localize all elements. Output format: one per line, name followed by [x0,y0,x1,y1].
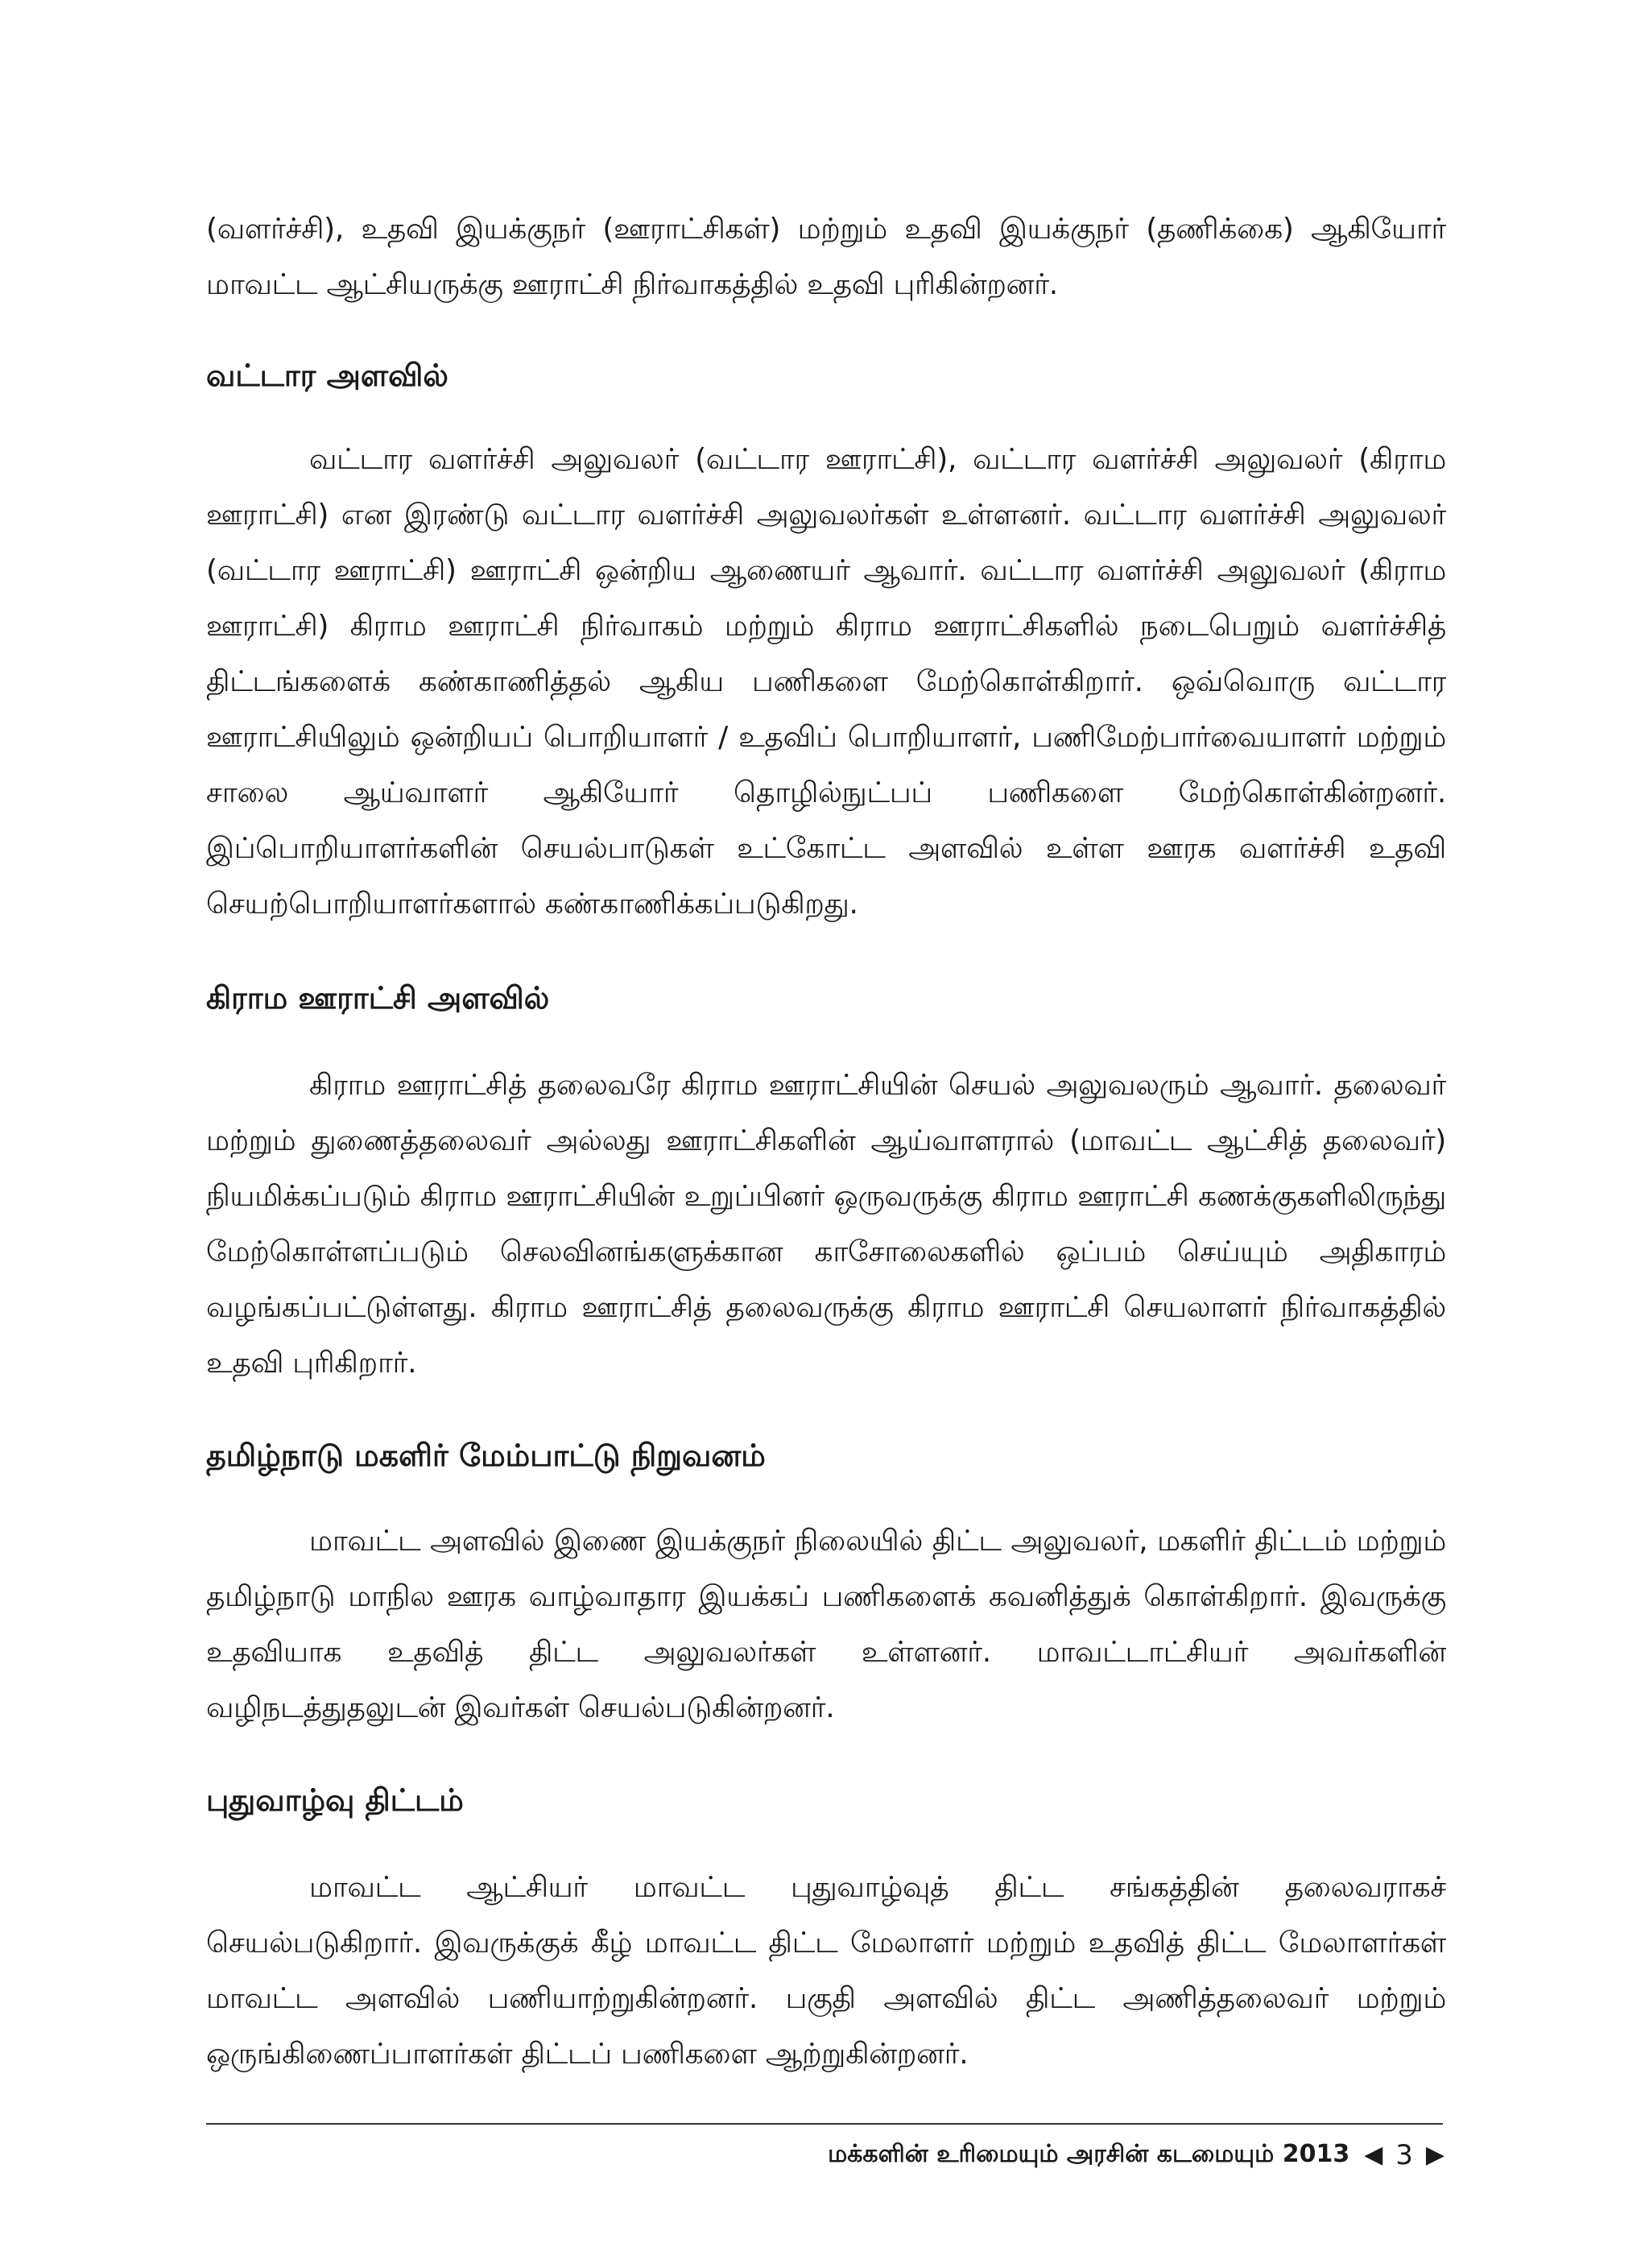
section-heading-block-level: வட்டார அளவில் [206,358,448,393]
footer-divider [206,2123,1443,2125]
intro-paragraph: (வளர்ச்சி), உதவி இயக்குநர் (ஊராட்சிகள்) மற்றும் உதவி இயக்குநர் (தணிக்கை) ஆகியோர் மாவட்ட ஆட்சியருக்கு ஊராட்சி நிர்வாகத்தில் உதவி புரிகின்றனர். [206,213,1446,301]
footer-document-title: மக்களின் உரிமையும் அரசின் கடமையும் 2013 [828,2139,1350,2168]
section-body-puthu-vazhvu: மாவட்ட ஆட்சியர் மாவட்ட புதுவாழ்வுத் திட்ட சங்கத்தின் தலைவராகச் செயல்படுகிறார். இவருக்குக் கீழ் மாவட்ட திட்ட மேலாளர் மற்றும் உதவித் திட்ட மேலாளர்கள் மாவட்ட அளவில் பணியாற்றுகின்றனர். பகுதி அளவில் திட்ட அணித்தலைவர் மற்றும் ஒருங்கிணைப்பாளர்கள் திட்டப் பணிகளை ஆற்றுகின்றனர். [206,1871,1446,2071]
triangle-right-icon: ▶ [1425,2141,1444,2169]
section-heading-village-level: கிராம ஊராட்சி அளவில் [206,980,550,1016]
section-body-women-development: மாவட்ட அளவில் இணை இயக்குநர் நிலையில் திட்ட அலுவலர், மகளிர் திட்டம் மற்றும் தமிழ்நாடு மாநில ஊரக வாழ்வாதார இயக்கப் பணிகளைக் கவனித்துக் கொள்கிறார். இவருக்கு உதவியாக உதவித் திட்ட அலுவலர்கள் உள்ளனர். மாவட்டாட்சியர் அவர்களின் வழிநடத்துதலுடன் இவர்கள் செயல்படுகின்றனர். [206,1525,1446,1724]
document-page [206,201,1446,2082]
section-heading-women-development: தமிழ்நாடு மகளிர் மேம்பாட்டு நிறுவனம் [206,1438,766,1473]
section-body-block-level: வட்டார வளர்ச்சி அலுவலர் (வட்டார ஊராட்சி), வட்டார வளர்ச்சி அலுவலர் (கிராம ஊராட்சி) என இரண்டு வட்டார வளர்ச்சி அலுவலர்கள் உள்ளனர். வட்டார வளர்ச்சி அலுவலர் (வட்டார ஊராட்சி) ஊராட்சி ஒன்றிய ஆணையர் ஆவார். வட்டார வளர்ச்சி அலுவலர் (கிராம ஊராட்சி) கிராம ஊராட்சி நிர்வாகம் மற்றும் கிராம ஊராட்சிகளில் நடைபெறும் வளர்ச்சித் திட்டங்களைக் கண்காணித்தல் ஆகிய பணிகளை மேற்கொள்கிறார். ஒவ்வொரு வட்டார ஊராட்சியிலும் ஒன்றியப் பொறியாளர் / உதவிப் பொறியாளர், பணிமேற்பார்வையாளர் மற்றும் சாலை ஆய்வாளர் ஆகியோர் தொழில்நுட்பப் பணிகளை மேற்கொள்கின்றனர். இப்பொறியாளர்களின் செயல்பாடுகள் உட்கோட்ட அளவில் உள்ள ஊரக வளர்ச்சி உதவி செயற்பொறியாளர்களால் கண்காணிக்கப்படுகிறது. [206,443,1446,921]
triangle-left-icon: ◀ [1364,2141,1383,2169]
page-footer [828,2139,1444,2171]
section-body-village-level: கிராம ஊராட்சித் தலைவரே கிராம ஊராட்சியின் செயல் அலுவலரும் ஆவார். தலைவர் மற்றும் துணைத்தலைவர் அல்லது ஊராட்சிகளின் ஆய்வாளரால் (மாவட்ட ஆட்சித் தலைவர்) நியமிக்கப்படும் கிராம ஊராட்சியின் உறுப்பினர் ஒருவருக்கு கிராம ஊராட்சி கணக்குகளிலிருந்து மேற்கொள்ளப்படும் செலவினங்களுக்கான காசோலைகளில் ஒப்பம் செய்யும் அதிகாரம் வழங்கப்பட்டுள்ளது. கிராம ஊராட்சித் தலைவருக்கு கிராம ஊராட்சி செயலாளர் நிர்வாகத்தில் உதவி புரிகிறார். [206,1069,1446,1380]
section-heading-puthu-vazhvu: புதுவாழ்வு திட்டம் [206,1782,464,1818]
page-number: 3 [1395,2139,1413,2171]
